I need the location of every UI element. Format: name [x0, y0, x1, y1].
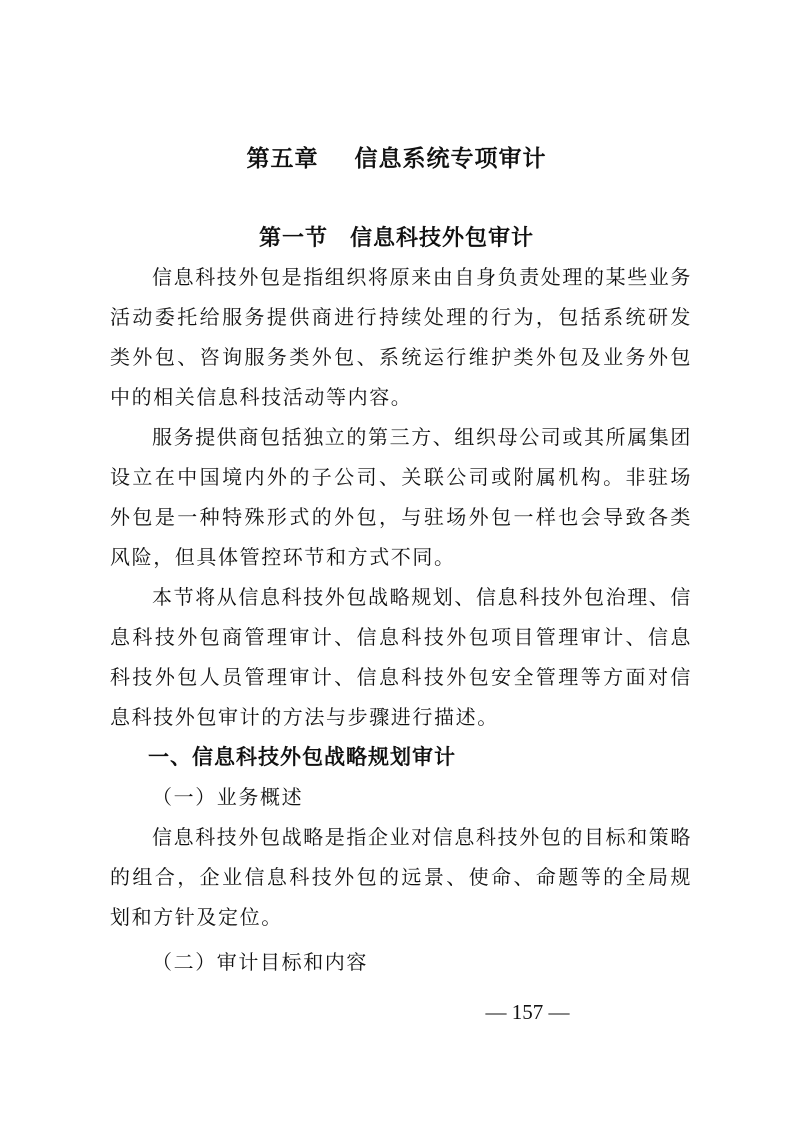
paragraph-strategy-definition: 信息科技外包战略是指企业对信息科技外包的目标和策略的组合，企业信息科技外包的远景、使命、命题等的全局规划和方针及定位。: [110, 825, 692, 929]
section-number: 第一节: [258, 226, 328, 251]
chapter-title: [0, 140, 793, 173]
paragraph-definition: 信息科技外包是指组织将原来由自身负责处理的某些业务活动委托给服务提供商进行持续处理的行为，包括系统研发类外包、咨询服务类外包、系统运行维护类外包及业务外包中的相关信息科技活动等内容。: [110, 265, 692, 409]
section-name: 信息科技外包审计: [350, 226, 535, 251]
body-content: [110, 257, 692, 982]
heading-strategy-audit: 一、信息科技外包战略规划审计: [148, 745, 456, 769]
section-title: [0, 221, 793, 252]
subheading-business-overview: （一）业务概述: [152, 785, 304, 809]
chapter-number: 第五章: [246, 146, 319, 172]
paragraph-section-overview: 本节将从信息科技外包战略规划、信息科技外包治理、信息科技外包商管理审计、信息科技外包项目管理审计、信息科技外包人员管理审计、信息科技外包安全管理等方面对信息科技外包审计的方法与步骤进行描述。: [110, 585, 692, 729]
paragraph-service-provider: 服务提供商包括独立的第三方、组织母公司或其所属集团设立在中国境内外的子公司、关联公司或附属机构。非驻场外包是一种特殊形式的外包，与驻场外包一样也会导致各类风险，但具体管控环节和方式不同。: [110, 425, 692, 569]
page-number: — 157 —: [485, 1000, 570, 1024]
chapter-name: 信息系统专项审计: [354, 146, 547, 172]
subheading-audit-objectives: （二）审计目标和内容: [152, 950, 368, 974]
